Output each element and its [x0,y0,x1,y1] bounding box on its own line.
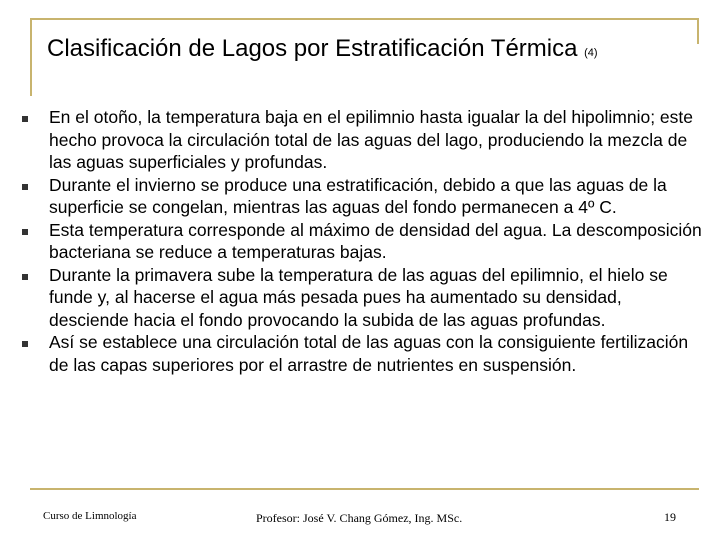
bullet-text: Durante el invierno se produce una estratificación, debido a que las aguas de la superficie se congelan, mientras las aguas del fondo permanecen a 4º C. [49,174,667,217]
bullet-item [22,264,702,332]
square-bullet-icon [22,184,28,190]
bullet-item [22,106,702,174]
frame-top-line [30,18,699,20]
frame-right-line [697,18,699,44]
square-bullet-icon [22,229,28,235]
bullet-text: En el otoño, la temperatura baja en el epilimnio hasta igualar la del hipolimnio; este hecho provoca la circulación total de las aguas del lago, produciendo la mezcla de las aguas superficiales y profundas. [49,107,694,172]
bullet-text: Durante la primavera sube la temperatura de las aguas del epilimnio, el hielo se funde y, al hacerse el agua más pesada pues ha aumentado su densidad, desciende hacia el fondo provocando la subida de las aguas profundas. [49,264,668,330]
bullet-item [22,331,702,376]
frame-bottom-line [30,488,699,490]
footer-professor: Profesor: José V. Chang Gómez, Ing. MSc. [256,511,463,525]
footer-page-number: 19 [664,510,676,524]
square-bullet-icon [22,116,28,122]
frame-left-line [30,18,32,96]
square-bullet-icon [22,341,28,347]
bullet-list [22,106,702,376]
bullet-item [22,174,702,219]
square-bullet-icon [22,274,28,280]
footer-course: Curso de Limnología [43,510,137,522]
slide-title [47,34,687,68]
slide-title-text: Clasificación de Lagos por Estratificación Térmica [47,35,578,62]
slide-title-reference: (4) [584,47,598,59]
bullet-text: Así se establece una circulación total de las aguas con la consiguiente fertilización de las capas superiores por el arrastre de nutrientes en suspensión. [49,332,689,375]
bullet-text: Esta temperatura corresponde al máximo de densidad del agua. La descomposición bacteriana se reduce a temperaturas bajas. [49,219,702,262]
bullet-item [22,219,702,264]
